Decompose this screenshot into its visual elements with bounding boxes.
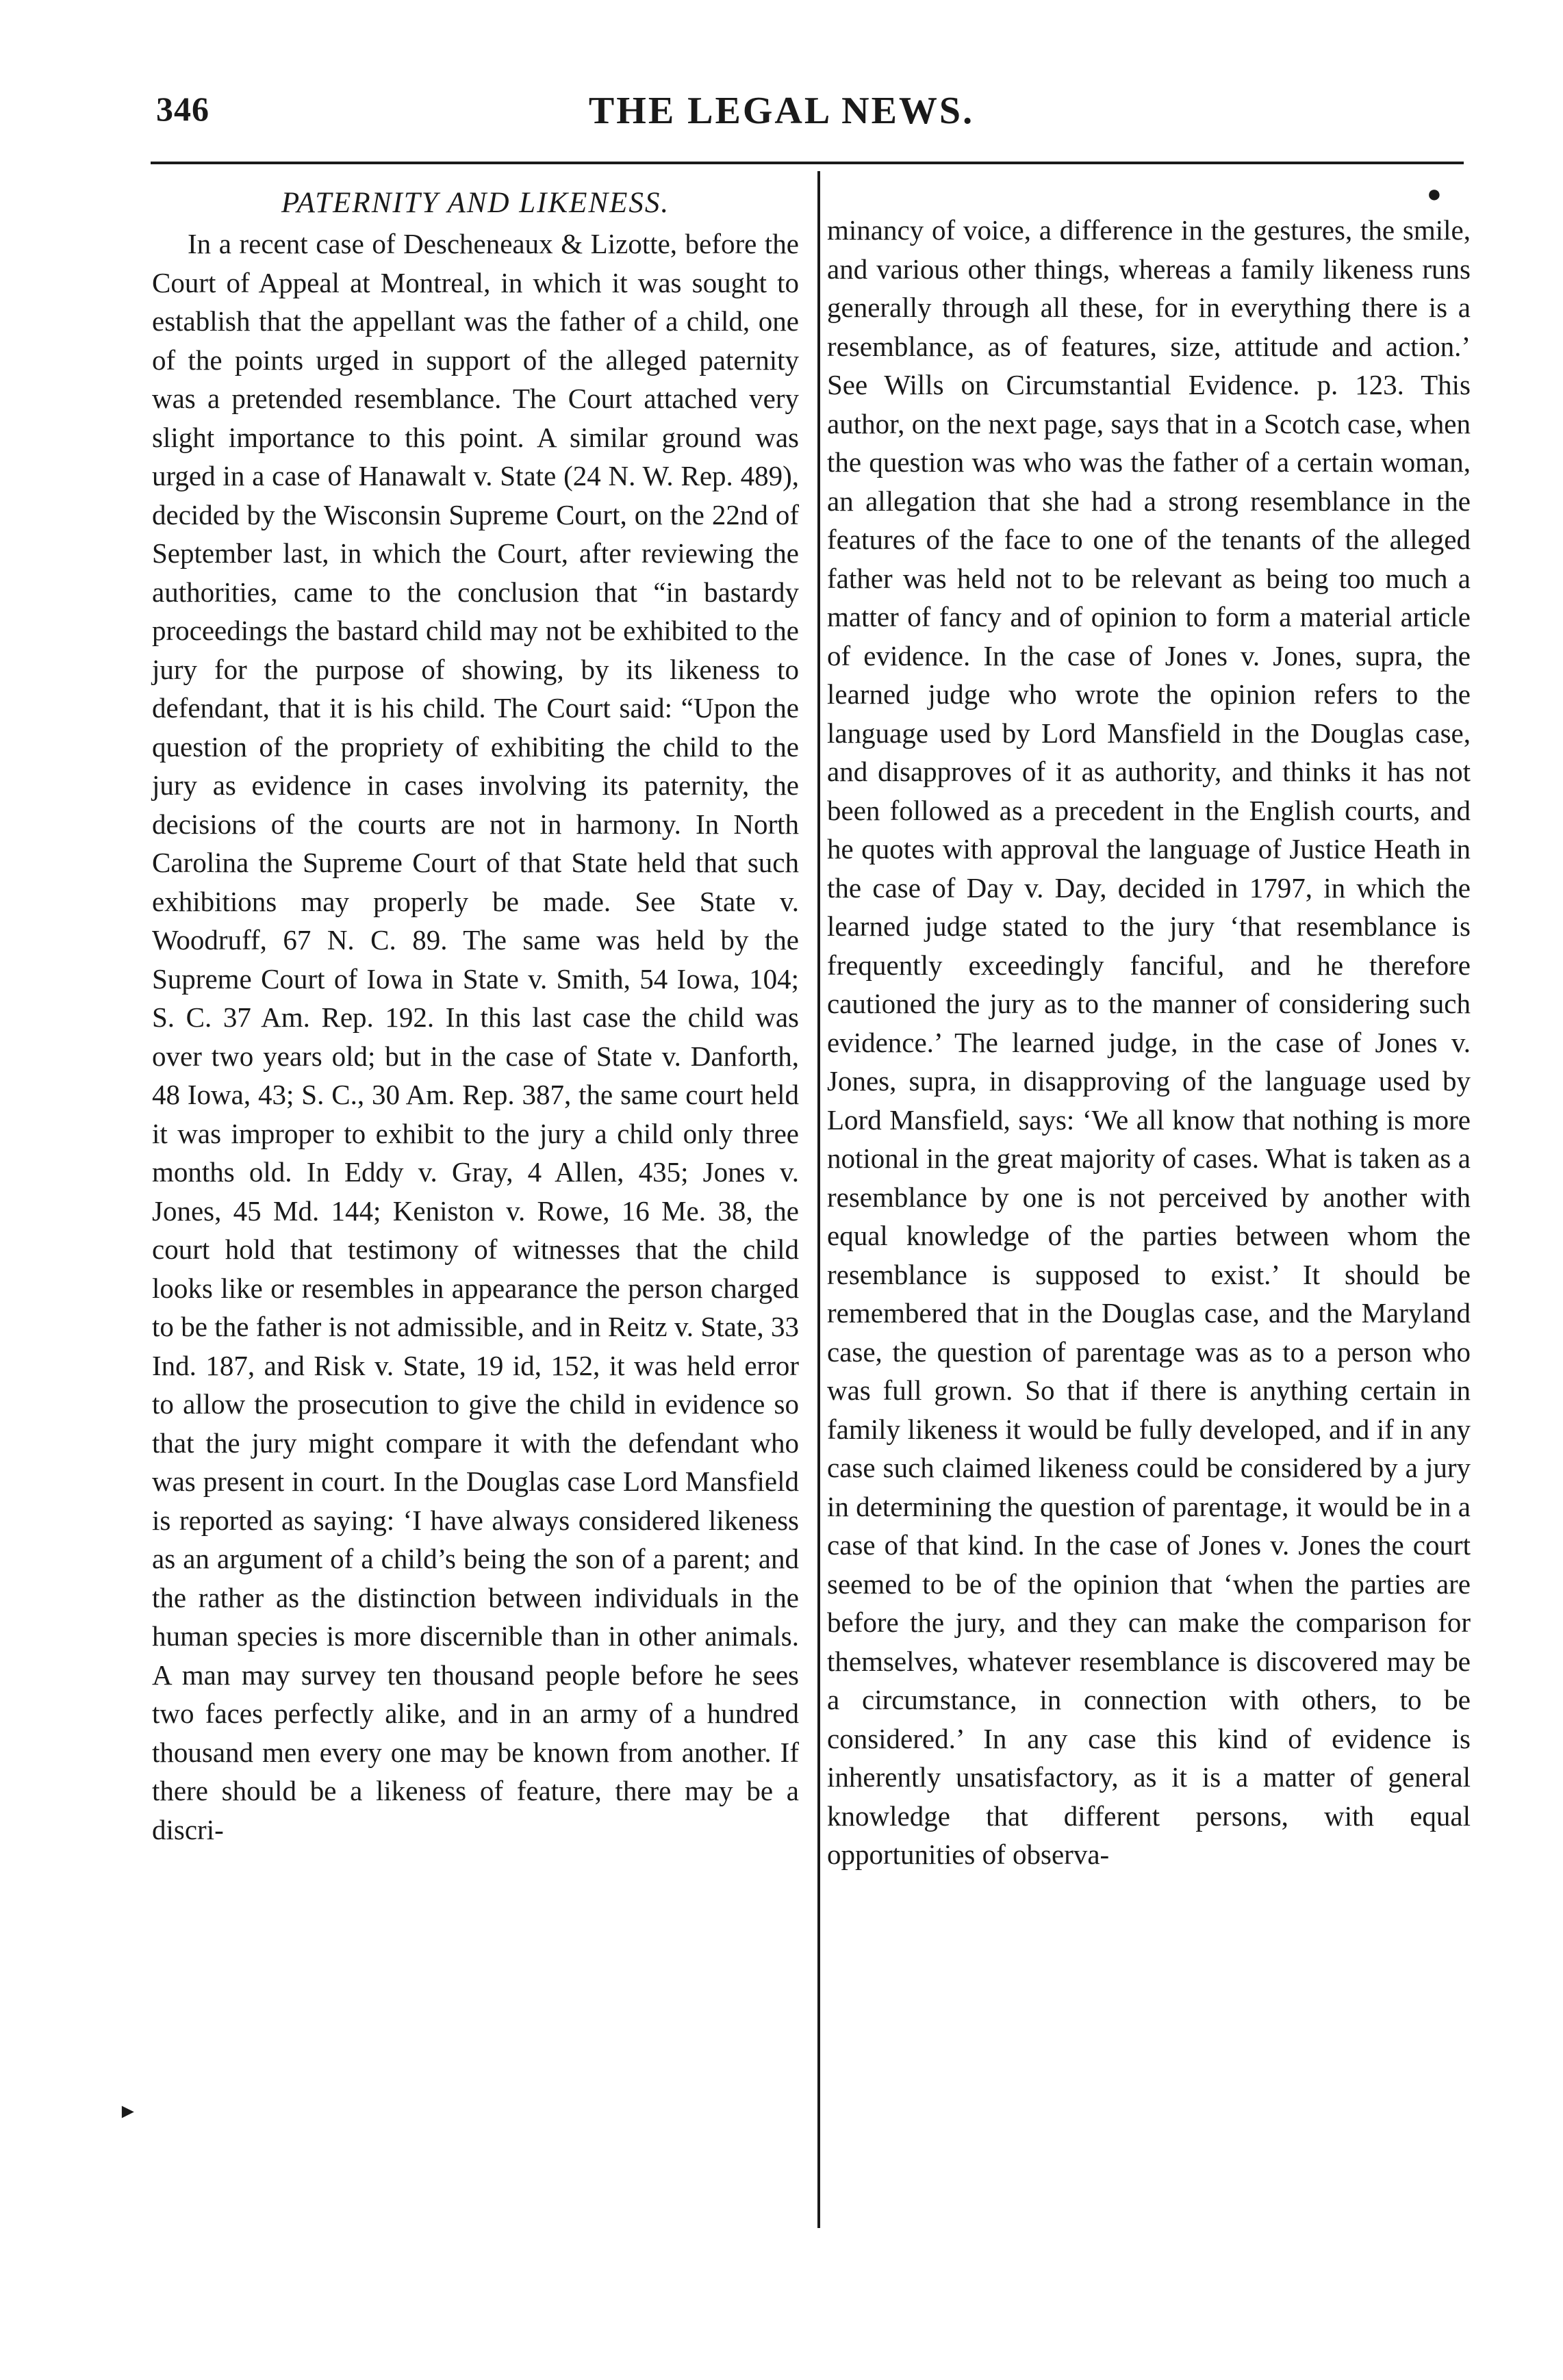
column-rule — [817, 171, 820, 2228]
article-title: PATERNITY AND LIKENESS. — [281, 187, 670, 219]
left-column-text: In a recent case of Descheneaux & Lizotte, before the Court of Appeal at Montreal, in which it was sought to establish that the appellant was the father of a child, one of the points urged in support of the alleged paternity was a pretended resemblance. The Court attached very slight importance to this point. A similar ground was urged in a case of Hanawalt v. State (24 N. W. Rep. 489), decided by the Wisconsin Supreme Court, on the 22nd of September last, in which the Court, after reviewing the authorities, came to the conclusion that “in bastardy proceedings the bastard child may not be exhibited to the jury for the purpose of showing, by its likeness to defendant, that it is his child. The Court said: “Upon the question of the propriety of exhibiting the child to the jury as evidence in cases involving its paternity, the decisions of the courts are not in harmony. In North Carolina the Supreme Court of that State held that such exhibitions may properly be made. See State v. Woodruff, 67 N. C. 89. The same was held by the Supreme Court of Iowa in State v. Smith, 54 Iowa, 104; S. C. 37 Am. Rep. 192. In this last case the child was over two years old; but in the case of State v. Danforth, 48 Iowa, 43; S. C., 30 Am. Rep. 387, the same court held it was improper to exhibit to the jury a child only three months old. In Eddy v. Gray, 4 Allen, 435; Jones v. Jones, 45 Md. 144; Keniston v. Rowe, 16 Me. 38, the court hold that testimony of witnesses that the child looks like or resembles in appearance the person charged to be the father is not admissible, and in Reitz v. State, 33 Ind. 187, and Risk v. State, 19 id, 152, it was held error to allow the prosecution to give the child in evidence so that the jury might compare it with the defendant who was present in court. In the Douglas case Lord Mansfield is reported as saying: ‘I have always considered likeness as an argument of a child’s being the son of a parent; and the rather as the distinction between individuals in the human species is more discernible than in other animals. A man may survey ten thousand people before he sees two faces perfectly alike, and in an army of a hundred thousand men every one may be known from another. If there should be a likeness of feature, there may be a discri- — [152, 228, 799, 1845]
header-rule — [151, 162, 1464, 164]
left-column — [152, 183, 799, 1849]
right-column — [827, 211, 1471, 1874]
running-head: THE LEGAL NEWS. — [588, 90, 975, 132]
page-number: 346 — [156, 90, 209, 128]
margin-pointer-mark: ► — [118, 2100, 138, 2123]
right-column-text: minancy of voice, a difference in the gestures, the smile, and various other things, whereas a family likeness runs generally through all these, for in everything there is a resemblance, as of features, size, attitude and action.’ See Wills on Circumstantial Evidence. p. 123. This author, on the next page, says that in a Scotch case, when the question was who was the father of a certain woman, an allegation that she had a strong resemblance in the features of the face to one of the tenants of the alleged father was held not to be relevant as being too much a matter of fancy and of opinion to form a material article of evidence. In the case of Jones v. Jones, supra, the learned judge who wrote the opinion refers to the language used by Lord Mansfield in the Douglas case, and disapproves of it as authority, and thinks it has not been followed as a precedent in the English courts, and he quotes with approval the language of Justice Heath in the case of Day v. Day, decided in 1797, in which the learned judge stated to the jury ‘that resemblance is frequently exceedingly fanciful, and he therefore cautioned the jury as to the manner of considering such evidence.’ The learned judge, in the case of Jones v. Jones, supra, in disapproving of the language used by Lord Mansfield, says: ‘We all know that nothing is more notional in the great majority of cases. What is taken as a resemblance by one is not perceived by another with equal knowledge of the parties between whom the resemblance is supposed to exist.’ It should be remembered that in the Douglas case, and the Maryland case, the question of parentage was as to a person who was full grown. So that if there is anything certain in family likeness it would be fully developed, and if in any case such claimed likeness could be considered by a jury in determining the question of parentage, it would be in a case of that kind. In the case of Jones v. Jones the court seemed to be of the opinion that ‘when the parties are before the jury, and they can make the comparison for themselves, whatever resemblance is discovered may be a circumstance, in connection with others, to be considered.’ In any case this kind of evidence is inherently unsatisfactory, as it is a matter of general knowledge that different persons, with equal opportunities of observa- — [827, 214, 1471, 1870]
ink-mark: ● — [1427, 180, 1442, 207]
